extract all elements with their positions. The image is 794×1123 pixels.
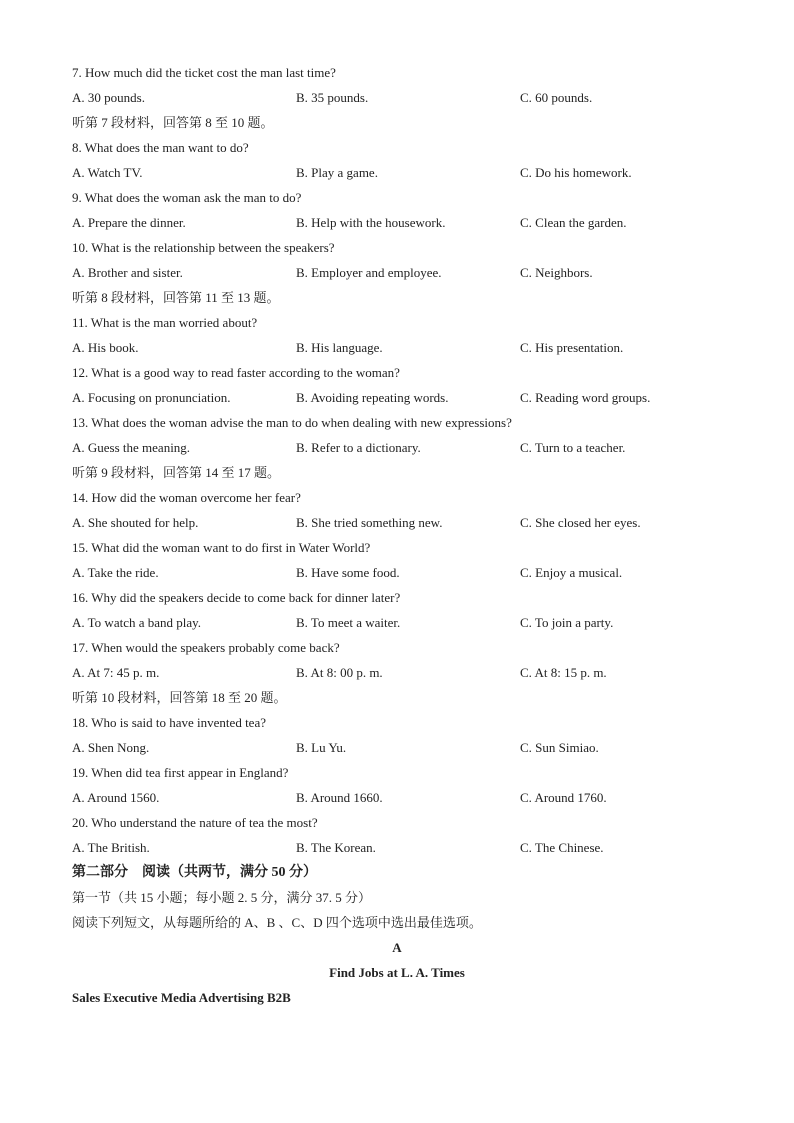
reading-instruction: 阅读下列短文，从每题所给的 A、B 、C、D 四个选项中选出最佳选项。 [72,915,482,930]
question-12: 12. What is a good way to read faster according to the woman? [72,365,400,380]
section-instruction-9: 听第 9 段材料，回答第 14 至 17 题。 [72,465,281,480]
option-a: A. Take the ride. [72,565,159,580]
option-c: C. His presentation. [520,340,624,355]
question-20: 20. Who understand the nature of tea the most? [72,815,318,830]
option-a: A. At 7: 45 p. m. [72,665,160,680]
options-13 [72,435,722,460]
question-10: 10. What is the relationship between the speakers? [72,240,335,255]
option-a: A. Watch TV. [72,165,143,180]
option-a: A. Around 1560. [72,790,160,805]
option-b: B. 35 pounds. [296,90,369,105]
question-16: 16. Why did the speakers decide to come back for dinner later? [72,590,401,605]
option-b: B. Refer to a dictionary. [296,440,421,455]
option-c: C. Enjoy a musical. [520,565,623,580]
option-c: C. Neighbors. [520,265,593,280]
option-c: C. Clean the garden. [520,215,627,230]
option-a: A. Shen Nong. [72,740,150,755]
option-c: C. Turn to a teacher. [520,440,626,455]
section-instruction-7: 听第 7 段材料，回答第 8 至 10 题。 [72,115,274,130]
option-b: B. Avoiding repeating words. [296,390,449,405]
option-c: C. Sun Simiao. [520,740,599,755]
question-11: 11. What is the man worried about? [72,315,258,330]
question-18: 18. Who is said to have invented tea? [72,715,266,730]
section-instruction-8: 听第 8 段材料，回答第 11 至 13 题。 [72,290,280,305]
option-b: B. Lu Yu. [296,740,347,755]
option-a: A. To watch a band play. [72,615,202,630]
options-12 [72,385,722,410]
section-one-heading: 第一节（共 15 小题；每小题 2. 5 分，满分 37. 5 分） [72,890,372,905]
option-a: A. Focusing on pronunciation. [72,390,231,405]
option-a: A. The British. [72,840,150,855]
option-c: C. Do his homework. [520,165,632,180]
options-7 [72,85,722,110]
question-19: 19. When did tea first appear in England? [72,765,289,780]
options-8 [72,160,722,185]
option-c: C. The Chinese. [520,840,604,855]
option-c: C. To join a party. [520,615,614,630]
options-16 [72,610,722,635]
options-19 [72,785,722,810]
option-b: B. At 8: 00 p. m. [296,665,383,680]
option-b: B. Play a game. [296,165,378,180]
option-a: A. Guess the meaning. [72,440,191,455]
section-instruction-10: 听第 10 段材料，回答第 18 至 20 题。 [72,690,287,705]
question-14: 14. How did the woman overcome her fear? [72,490,301,505]
option-b: B. Employer and employee. [296,265,442,280]
option-b: B. Have some food. [296,565,400,580]
option-c: C. At 8: 15 p. m. [520,665,607,680]
option-b: B. The Korean. [296,840,376,855]
passage-subheading: Sales Executive Media Advertising B2B [72,990,291,1005]
option-c: C. 60 pounds. [520,90,593,105]
question-7: 7. How much did the ticket cost the man last time? [72,65,336,80]
option-b: B. She tried something new. [296,515,443,530]
option-c: C. She closed her eyes. [520,515,641,530]
option-a: A. Brother and sister. [72,265,183,280]
option-b: B. To meet a waiter. [296,615,401,630]
document-page [72,60,722,1010]
options-18 [72,735,722,760]
options-17 [72,660,722,685]
question-13: 13. What does the woman advise the man to do when dealing with new expressions? [72,415,512,430]
option-a: A. Prepare the dinner. [72,215,186,230]
options-9 [72,210,722,235]
question-17: 17. When would the speakers probably come back? [72,640,340,655]
passage-letter: A [392,940,402,955]
part-two-heading: 第二部分 阅读（共两节，满分 50 分） [72,865,317,880]
option-a: A. She shouted for help. [72,515,199,530]
options-15 [72,560,722,585]
question-15: 15. What did the woman want to do first in Water World? [72,540,371,555]
option-a: A. His book. [72,340,139,355]
option-a: A. 30 pounds. [72,90,145,105]
option-c: C. Reading word groups. [520,390,651,405]
question-8: 8. What does the man want to do? [72,140,249,155]
question-9: 9. What does the woman ask the man to do? [72,190,302,205]
passage-title: Find Jobs at L. A. Times [329,965,465,980]
options-11 [72,335,722,360]
option-b: B. Around 1660. [296,790,383,805]
options-14 [72,510,722,535]
option-b: B. His language. [296,340,383,355]
options-20 [72,835,722,860]
options-10 [72,260,722,285]
option-c: C. Around 1760. [520,790,607,805]
option-b: B. Help with the housework. [296,215,446,230]
